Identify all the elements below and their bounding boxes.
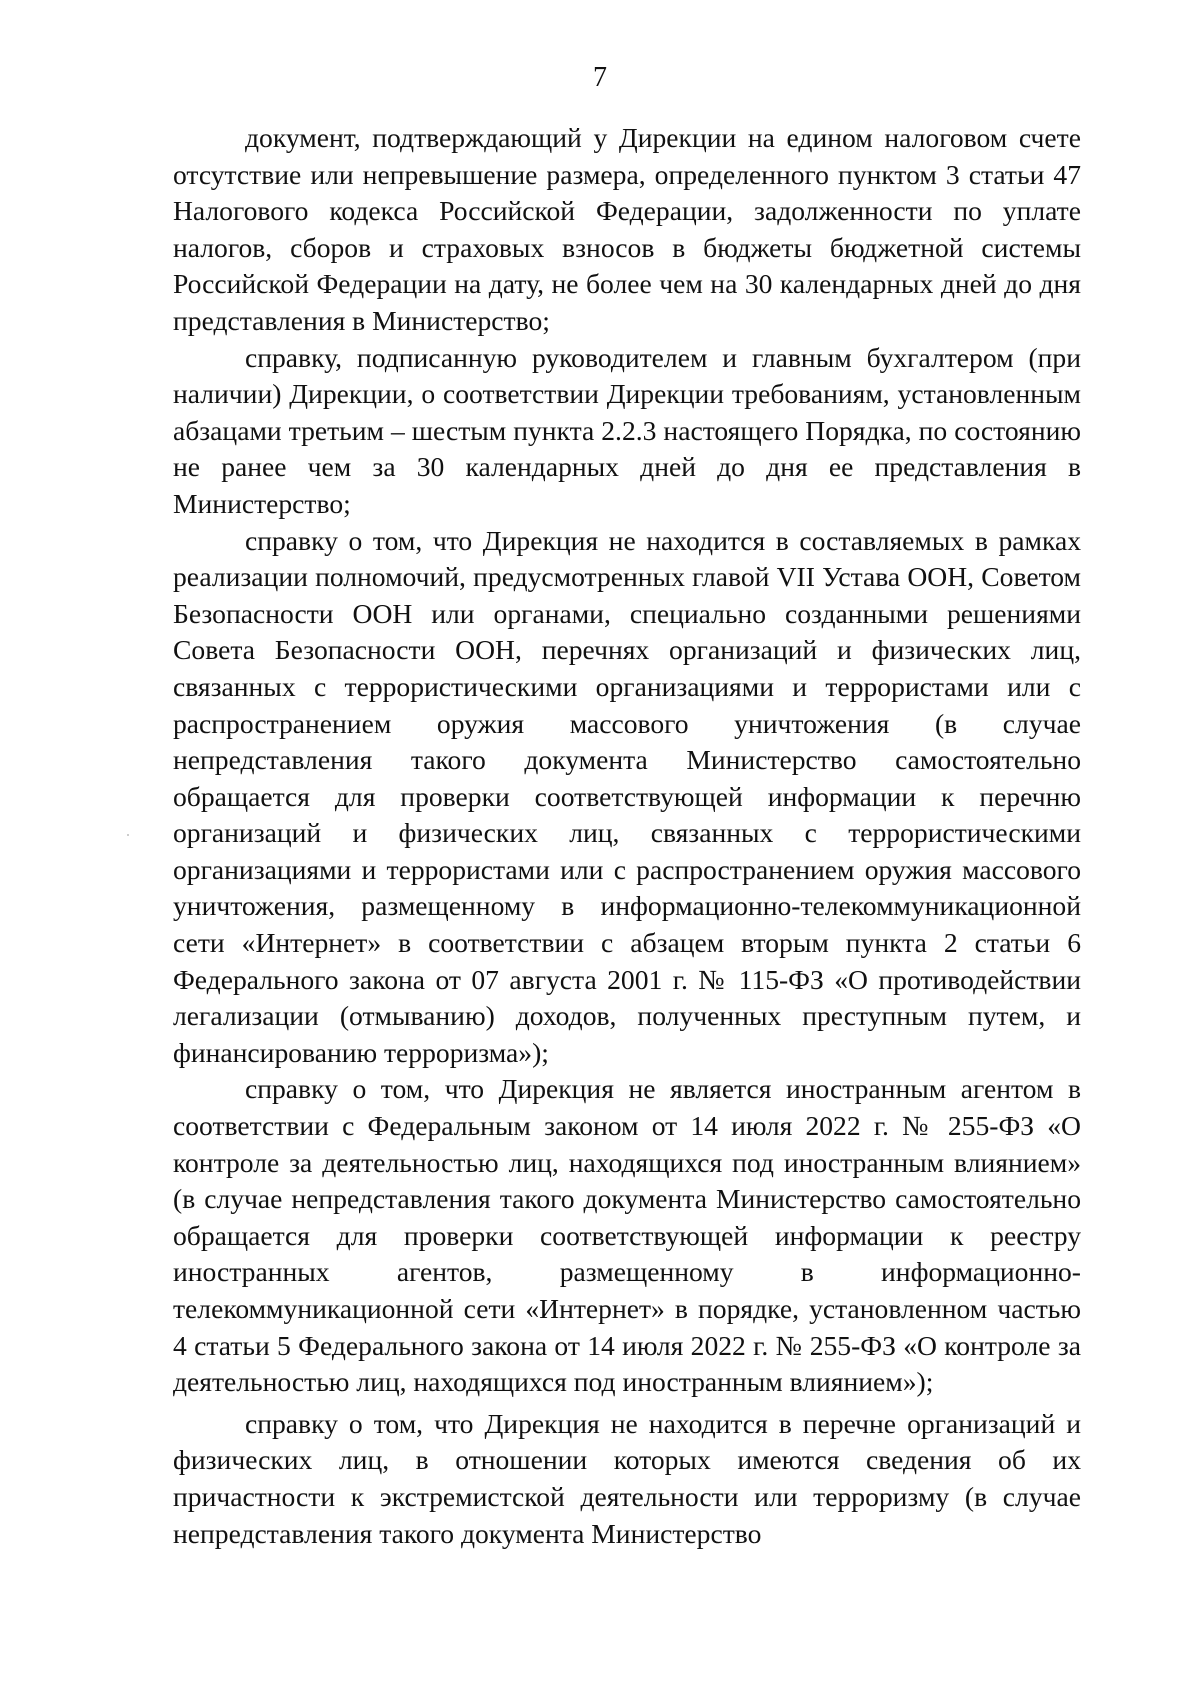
paragraph-foreign-agent-certificate: справку о том, что Дирекция не является иностранным агентом в соответствии с Федеральным законом от 14 июля 2022 г. № 255-ФЗ «О контроле за деятельностью лиц, находящихся под иностранным влиянием» (в случае непредставления такого документа Министерство самостоятельно обращается для проверки соответствующей информации к реестру иностранных агентов, размещенному в информационно-телекоммуникационной сети «Интернет» в порядке, установленном частью 4 статьи 5 Федерального закона от 14 июля 2022 г. № 255-ФЗ «О контроле за деятельностью лиц, находящихся под иностранным влиянием»);	[173, 1073, 1081, 1398]
paragraph-extremism-certificate: справку о том, что Дирекция не находится в перечне организаций и физических лиц, в отношении которых имеются сведения об их причастности к экстремистской деятельности или терроризму (в случае непредставления такого документа Министерство	[173, 1407, 1081, 1549]
scan-speck	[127, 834, 129, 836]
page-number: 7	[593, 62, 607, 93]
paragraph-un-sanctions-certificate: справку о том, что Дирекция не находится в составляемых в рамках реализации полномочий, предусмотренных главой VII Устава ООН, Советом Безопасности ООН или органами, специально созданными решениями Совета Безопасности ООН, перечнях организаций и физических лиц, связанных с террористическими организациями и террористами или с распространением оружия массового уничтожения (в случае непредставления такого документа Министерство самостоятельно обращается для проверки соответствующей информации к перечню организаций и физических лиц, связанных с террористическими организациями и террористами или с распространением оружия массового уничтожения, размещенному в информационно-телекоммуникационной сети «Интернет» в соответствии с абзацем вторым пункта 2 статьи 6 Федерального закона от 07 августа 2001 г. № 115-ФЗ «О противодействии легализации (отмыванию) доходов, полученных преступным путем, и финансированию терроризма»);	[173, 524, 1081, 1068]
paragraph-tax-debt-document: документ, подтверждающий у Дирекции на едином налоговом счете отсутствие или непревышение размера, определенного пунктом 3 статьи 47 Налогового кодекса Российской Федерации, задолженности по уплате налогов, сборов и страховых взносов в бюджеты бюджетной системы Российской Федерации на дату, не более чем на 30 календарных дней до дня представления в Министерство;	[173, 122, 1081, 336]
paragraph-compliance-certificate: справку, подписанную руководителем и главным бухгалтером (при наличии) Дирекции, о соответствии Дирекции требованиям, установленным абзацами третьим – шестым пункта 2.2.3 настоящего Порядка, по состоянию не ранее чем за 30 календарных дней до дня ее представления в Министерство;	[173, 341, 1081, 519]
document-body	[173, 120, 1081, 1552]
